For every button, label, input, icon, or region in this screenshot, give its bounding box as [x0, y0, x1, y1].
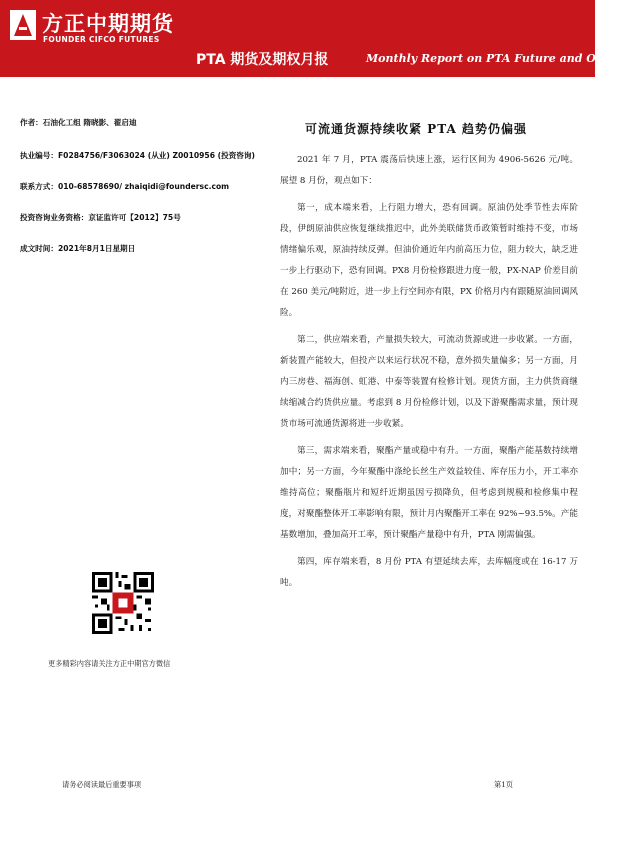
report-header — [0, 0, 628, 77]
report-title-cn: PTA 期货及期权月报 — [196, 52, 329, 68]
brand-name-en: FOUNDER CIFCO FUTURES — [43, 35, 160, 44]
qualification-line: 投资咨询业务资格：京证监许可【2012】75号 — [20, 213, 181, 222]
paragraph-inventory: 第四，库存端来看，8 月份 PTA 有望延续去库，去库幅度或在 16-17 万吨。 — [280, 557, 578, 588]
paragraph-cost: 第一，成本端来看，上行阻力增大，恐有回调。原油仍处季节性去库阶段，伊朗原油供应恢复继续推迟中，此外美联储货币政策暂时维持不变，市场情绪偏乐观，原油持续反弹。但油价通近年内前高压力位，阻力较大，缺乏进一步上行驱动下，恐有回调。PX8 月份检修跟进力度一般，PX-NAP 价差目前在 260 美元/吨附近，进一步上行空间亦有限，PX 价格月内有跟随原油回调风险。 — [280, 203, 578, 318]
contact-line: 联系方式：010-68578690/ zhaiqidi@foundersc.com — [20, 182, 230, 191]
qr-caption: 更多精彩内容请关注方正中期官方微信 — [48, 659, 171, 668]
footer-disclaimer: 请务必阅读最后重要事项 — [62, 780, 142, 789]
page-number: 第1页 — [494, 780, 513, 789]
author-line: 作者：石油化工组 隋晓影、翟启迪 — [20, 118, 137, 127]
paragraph-intro: 2021 年 7 月，PTA 震荡后快速上涨，运行区间为 4906-5626 元/吨。展望 8 月份，观点如下： — [280, 155, 578, 186]
article-body — [280, 150, 578, 600]
license-line: 执业编号：F0284756/F3063024 (从业) Z0010956 (投资咨询) — [20, 151, 255, 160]
date-line: 成文时间：2021年8月1日星期日 — [20, 244, 136, 253]
brand-name-cn: 方正中期期货 — [42, 12, 174, 36]
paragraph-demand: 第三，需求端来看，聚酯产量或稳中有升。一方面，聚酯产能基数持续增加中；另一方面，今年聚酯中涤纶长丝生产效益较佳、库存压力小，开工率亦维持高位；聚酯瓶片和短纤近期虽因亏损降负，但考虑到规模和检修集中程度，对聚酯整体开工率影响有限，预计月内聚酯开工率在 92%~93.5%。产能基数增加，叠加高开工率，预计聚酯产量稳中有升，PTA 刚需偏强。 — [280, 446, 578, 540]
paragraph-supply: 第二，供应端来看，产量损失较大，可流动货源或进一步收紧。一方面，新装置产能较大，但投产以来运行状况不稳，意外损失量偏多；另一方面，月内三房巷、福海创、虹港、中泰等装置有检修计划。现货方面，主力供货商继续缩减合约货供应量。考虑到 8 月份检修计划，以及下游聚酯需求量，预计现货市场可流通货源将进一步收紧。 — [280, 335, 578, 429]
report-title-en: Monthly Report on PTA Future and Option — [366, 52, 628, 65]
founder-logo-icon — [10, 10, 36, 40]
wechat-qr-code-icon — [92, 572, 154, 634]
article-title: 可流通货源持续收紧 PTA 趋势仍偏强 — [305, 122, 527, 136]
